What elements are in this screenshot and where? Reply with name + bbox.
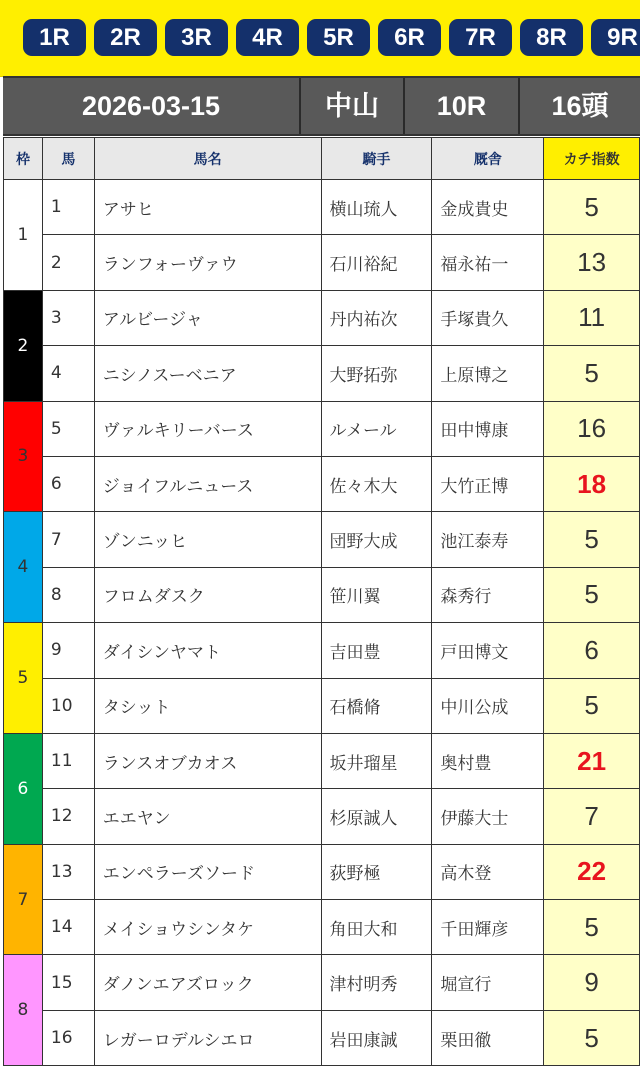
table-row[interactable]	[4, 567, 640, 622]
horse-number: 4	[42, 346, 94, 401]
race-tab-3r[interactable]: 3R	[165, 19, 228, 56]
table-row[interactable]	[4, 456, 640, 511]
horse-name: アルビージャ	[94, 290, 321, 345]
kachi-index: 6	[544, 623, 640, 678]
kachi-index: 22	[544, 844, 640, 899]
horse-number: 3	[42, 290, 94, 345]
kachi-index: 13	[544, 235, 640, 290]
jockey-name: 坂井瑠星	[321, 733, 432, 788]
header-stable: 厩舎	[432, 138, 544, 180]
stable-name: 戸田博文	[432, 623, 544, 678]
horse-name: ダノンエアズロック	[94, 955, 321, 1010]
table-row[interactable]	[4, 346, 640, 401]
stable-name: 高木登	[432, 844, 544, 899]
horse-name: ヴァルキリーバース	[94, 401, 321, 456]
horse-name: エンペラーズソード	[94, 844, 321, 899]
race-tab-5r[interactable]: 5R	[307, 19, 370, 56]
header-jockey: 騎手	[321, 138, 432, 180]
horse-name: エエヤン	[94, 789, 321, 844]
jockey-name: 石川裕紀	[321, 235, 432, 290]
horse-name: ゾンニッヒ	[94, 512, 321, 567]
stable-name: 田中博康	[432, 401, 544, 456]
horse-number: 1	[42, 180, 94, 235]
jockey-name: 丹内祐次	[321, 290, 432, 345]
entry-table	[3, 137, 640, 1066]
kachi-index: 18	[544, 456, 640, 511]
jockey-name: 横山琉人	[321, 180, 432, 235]
kachi-index: 5	[544, 512, 640, 567]
table-row[interactable]	[4, 290, 640, 345]
horse-number: 14	[42, 900, 94, 955]
kachi-index: 5	[544, 180, 640, 235]
jockey-name: 角田大和	[321, 900, 432, 955]
horse-number: 11	[42, 733, 94, 788]
table-row[interactable]	[4, 789, 640, 844]
header-horse-name: 馬名	[94, 138, 321, 180]
jockey-name: 津村明秀	[321, 955, 432, 1010]
header-umaban: 馬	[42, 138, 94, 180]
stable-name: 大竹正博	[432, 456, 544, 511]
horse-name: アサヒ	[94, 180, 321, 235]
kachi-index: 21	[544, 733, 640, 788]
race-tab-8r[interactable]: 8R	[520, 19, 583, 56]
kachi-index: 5	[544, 567, 640, 622]
race-tab-7r[interactable]: 7R	[449, 19, 512, 56]
stable-name: 上原博之	[432, 346, 544, 401]
waku-cell: 4	[4, 512, 43, 623]
jockey-name: 荻野極	[321, 844, 432, 899]
stable-name: 中川公成	[432, 678, 544, 733]
horse-number: 12	[42, 789, 94, 844]
stable-name: 奥村豊	[432, 733, 544, 788]
horse-name: タシット	[94, 678, 321, 733]
horse-number: 2	[42, 235, 94, 290]
stable-name: 金成貴史	[432, 180, 544, 235]
race-number: 10R	[403, 78, 518, 134]
header-kachi-index: カチ指数	[544, 138, 640, 180]
table-row[interactable]	[4, 235, 640, 290]
race-tab-2r[interactable]: 2R	[94, 19, 157, 56]
horse-number: 9	[42, 623, 94, 678]
horse-number: 8	[42, 567, 94, 622]
race-tab-bar	[0, 0, 640, 77]
stable-name: 森秀行	[432, 567, 544, 622]
kachi-index: 7	[544, 789, 640, 844]
header-waku: 枠	[4, 138, 43, 180]
stable-name: 栗田徹	[432, 1010, 544, 1065]
race-tab-4r[interactable]: 4R	[236, 19, 299, 56]
race-tab-6r[interactable]: 6R	[378, 19, 441, 56]
table-row[interactable]	[4, 512, 640, 567]
kachi-index: 11	[544, 290, 640, 345]
table-row[interactable]	[4, 955, 640, 1010]
jockey-name: 杉原誠人	[321, 789, 432, 844]
horse-name: ジョイフルニュース	[94, 456, 321, 511]
horse-number: 7	[42, 512, 94, 567]
race-tab-1r[interactable]: 1R	[23, 19, 86, 56]
race-tab-9r[interactable]: 9R	[591, 19, 640, 56]
jockey-name: 石橋脩	[321, 678, 432, 733]
table-row[interactable]	[4, 623, 640, 678]
horse-name: フロムダスク	[94, 567, 321, 622]
waku-cell: 2	[4, 290, 43, 401]
stable-name: 伊藤大士	[432, 789, 544, 844]
kachi-index: 5	[544, 900, 640, 955]
waku-cell: 6	[4, 733, 43, 844]
horse-name: ランスオブカオス	[94, 733, 321, 788]
table-row[interactable]	[4, 180, 640, 235]
race-venue: 中山	[299, 78, 403, 134]
horse-number: 6	[42, 456, 94, 511]
jockey-name: 佐々木大	[321, 456, 432, 511]
horse-name: ダイシンヤマト	[94, 623, 321, 678]
waku-cell: 5	[4, 623, 43, 734]
jockey-name: ルメール	[321, 401, 432, 456]
horse-number: 16	[42, 1010, 94, 1065]
table-row[interactable]	[4, 844, 640, 899]
kachi-index: 9	[544, 955, 640, 1010]
stable-name: 堀宣行	[432, 955, 544, 1010]
horse-number: 15	[42, 955, 94, 1010]
runner-count: 16頭	[518, 78, 640, 134]
horse-name: ランフォーヴァウ	[94, 235, 321, 290]
waku-cell: 1	[4, 180, 43, 291]
waku-cell: 7	[4, 844, 43, 955]
stable-name: 手塚貴久	[432, 290, 544, 345]
kachi-index: 16	[544, 401, 640, 456]
table-row[interactable]	[4, 401, 640, 456]
waku-cell: 8	[4, 955, 43, 1066]
jockey-name: 大野拓弥	[321, 346, 432, 401]
race-info-bar	[3, 76, 640, 136]
table-header-row	[4, 138, 640, 180]
jockey-name: 団野大成	[321, 512, 432, 567]
jockey-name: 吉田豊	[321, 623, 432, 678]
horse-number: 13	[42, 844, 94, 899]
jockey-name: 岩田康誠	[321, 1010, 432, 1065]
kachi-index: 5	[544, 1010, 640, 1065]
jockey-name: 笹川翼	[321, 567, 432, 622]
table-row[interactable]	[4, 1010, 640, 1065]
kachi-index: 5	[544, 346, 640, 401]
stable-name: 千田輝彦	[432, 900, 544, 955]
horse-name: メイショウシンタケ	[94, 900, 321, 955]
table-row[interactable]	[4, 678, 640, 733]
stable-name: 福永祐一	[432, 235, 544, 290]
table-row[interactable]	[4, 733, 640, 788]
horse-number: 5	[42, 401, 94, 456]
kachi-index: 5	[544, 678, 640, 733]
table-row[interactable]	[4, 900, 640, 955]
stable-name: 池江泰寿	[432, 512, 544, 567]
waku-cell: 3	[4, 401, 43, 512]
horse-name: レガーロデルシエロ	[94, 1010, 321, 1065]
horse-number: 10	[42, 678, 94, 733]
horse-name: ニシノスーベニア	[94, 346, 321, 401]
race-date: 2026-03-15	[81, 91, 221, 121]
